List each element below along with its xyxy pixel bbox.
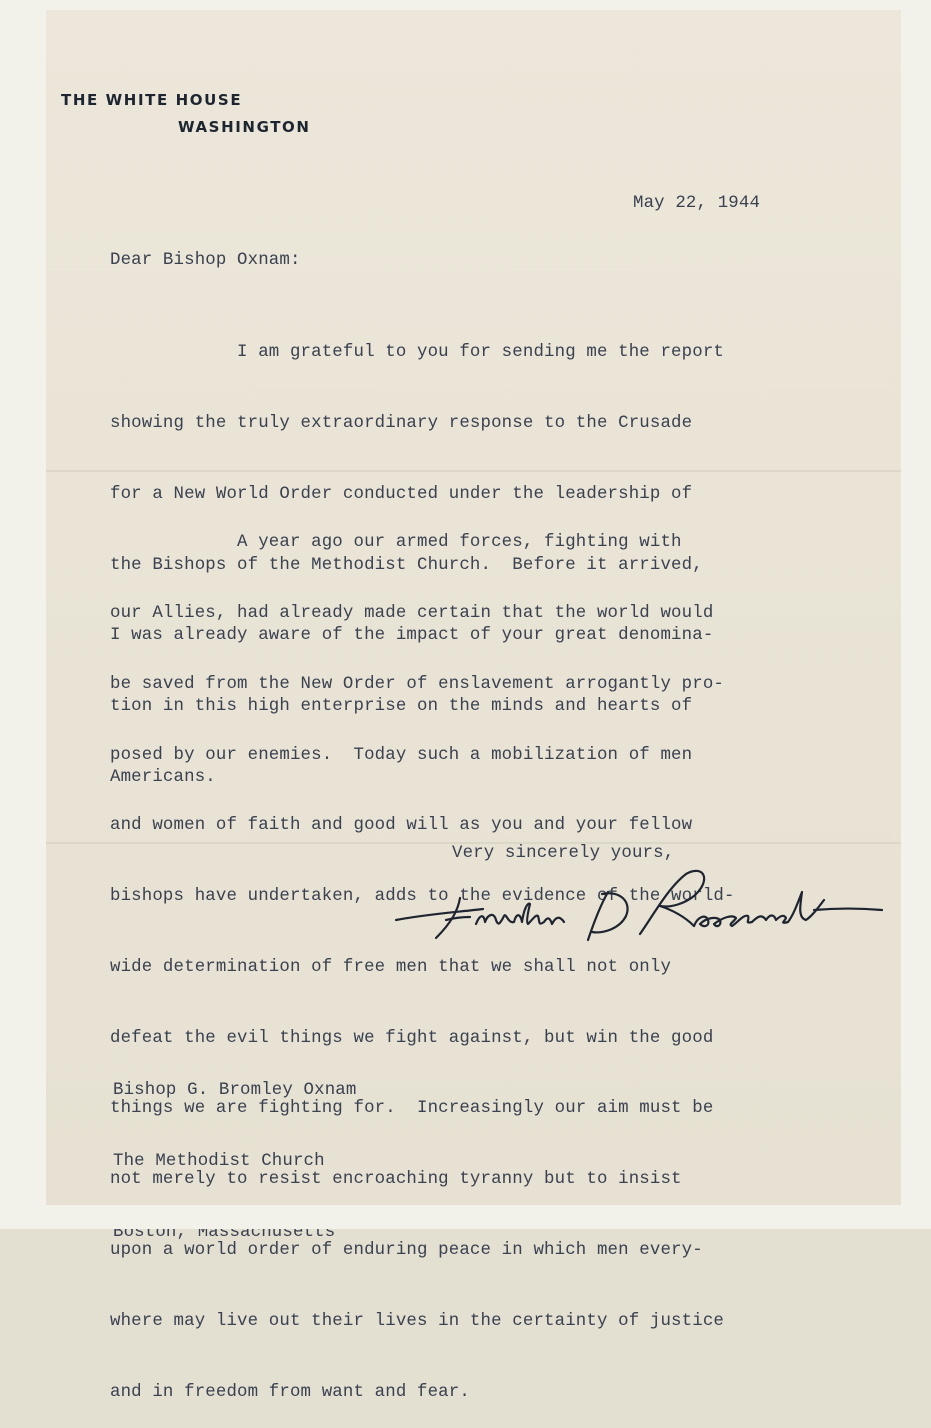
body-paragraph-2 — [110, 484, 735, 1428]
letterhead-city: WASHINGTON — [178, 118, 311, 136]
address-line: Bishop G. Bromley Oxnam — [113, 1081, 357, 1101]
text-line: our Allies, had already made certain that the world would — [110, 603, 714, 623]
text-line: upon a world order of enduring peace in which men every- — [110, 1241, 703, 1260]
text-line: Americans. — [110, 767, 216, 787]
text-line: for a New World Order conducted under the leadership of — [110, 484, 693, 504]
text-line: things we are fighting for. Increasingly our aim must be — [110, 1099, 714, 1119]
text-line: wide determination of free men that we shall not only — [110, 957, 672, 977]
text-line: be saved from the New Order of enslavement arrogantly pro- — [110, 674, 724, 694]
address-line: Boston, Massachusetts — [113, 1222, 336, 1242]
text-line: A year ago our armed forces, fighting with — [110, 533, 682, 553]
text-line: I was already aware of the impact of your great denomina- — [110, 626, 714, 646]
recipient-address — [113, 1032, 356, 1268]
text-line: where may live out their lives in the certainty of justice — [110, 1311, 724, 1331]
closing: Very sincerely yours, — [452, 844, 675, 863]
text-line: I am grateful to you for sending me the report — [110, 343, 724, 363]
text-line: tion in this high enterprise on the minds and hearts of — [110, 697, 693, 717]
text-line: not merely to resist encroaching tyranny but to insist — [110, 1170, 682, 1190]
salutation: Dear Bishop Oxnam: — [110, 251, 301, 270]
handwritten-signature — [388, 862, 888, 952]
letterhead-title: THE WHITE HOUSE — [61, 91, 243, 109]
text-line: posed by our enemies. Today such a mobilization of men — [110, 745, 693, 765]
text-line: showing the truly extraordinary response to the Crusade — [110, 413, 693, 433]
text-line: defeat the evil things we fight against, but win the good — [110, 1028, 714, 1048]
text-line: and women of faith and good will as you and your fellow — [110, 816, 693, 836]
text-line: the Bishops of the Methodist Church. Before it arrived, — [110, 555, 703, 575]
text-line: bishops have undertaken, adds to the evidence of the world- — [110, 887, 735, 907]
text-line: and in freedom from want and fear. — [110, 1382, 470, 1402]
letter-date: May 22, 1944 — [633, 194, 761, 213]
address-line: The Methodist Church — [113, 1151, 325, 1171]
